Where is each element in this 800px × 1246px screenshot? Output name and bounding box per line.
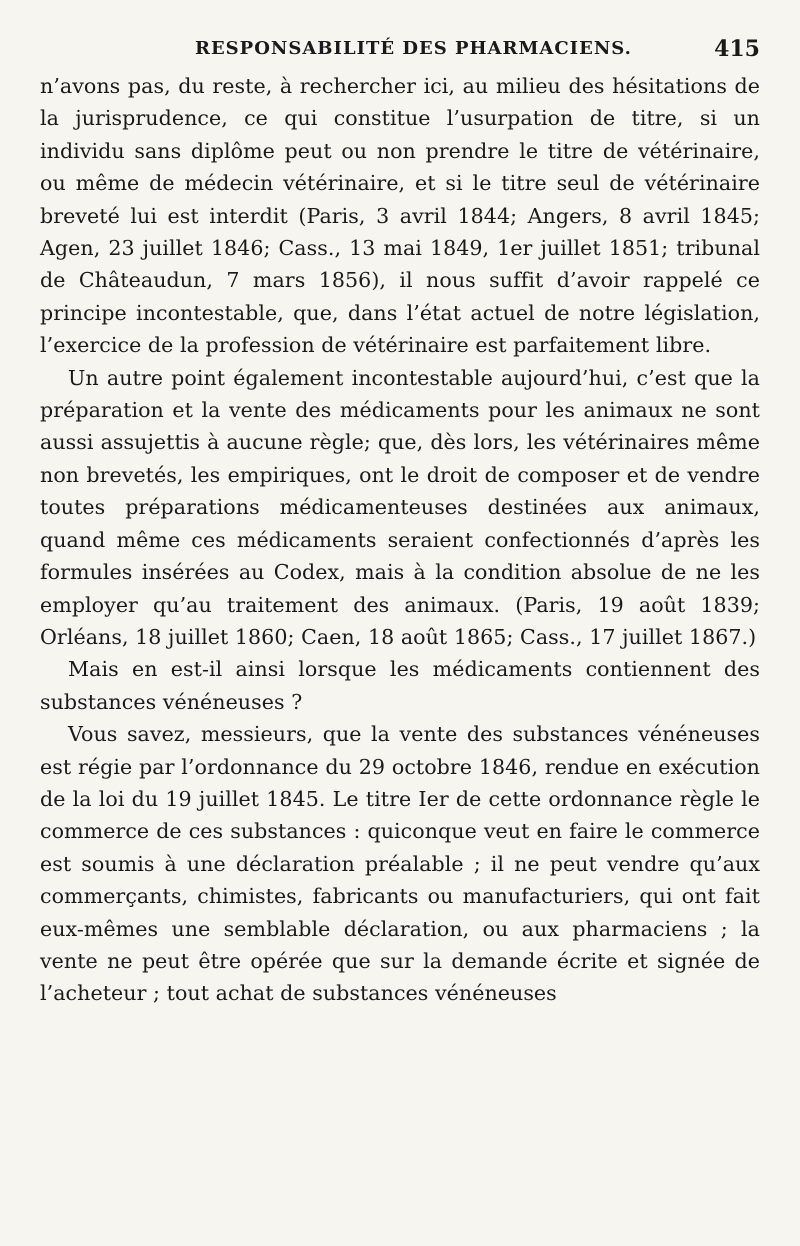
paragraph: Vous savez, messieurs, que la vente des substances vénéneuses est régie par l’ordonnance du 29 octobre 1846, rendue en exécution de la loi du 19 juillet 1845. Le titre Ier de cette ordonnance règle le commerce de ces substances : quiconque veut en faire le commerce est soumis à une déclaration préalable ; il ne peut vendre qu’aux commerçants, chimistes, fabricants ou manufacturiers, qui ont fait eux-mêmes une semblable déclaration, ou aux pharmaciens ; la vente ne peut être opérée que sur la demande écrite et signée de l’acheteur ; tout achat de substances vénéneuses [40, 722, 760, 1006]
paragraph-continued: n’avons pas, du reste, à rechercher ici, au milieu des hésitations de la jurisprudence, ce qui constitue l’usurpation de titre, si un individu sans diplôme peut ou non prendre le titre de vétérinaire, ou même de médecin vétérinaire, et si le titre seul de vétérinaire breveté lui est interdit (Paris, 3 avril 1844; Angers, 8 avril 1845; Agen, 23 juillet 1846; Cass., 13 mai 1849, 1er juillet 1851; tribunal de Châteaudun, 7 mars 1856), il nous suffit d’avoir rappelé ce principe incontestable, que, dans l’état actuel de notre législation, l’exercice de la profession de vétérinaire est parfaitement libre. [40, 74, 760, 358]
paragraph: Mais en est-il ainsi lorsque les médicaments contiennent des substances vénéneuses ? [40, 657, 760, 714]
running-title: RESPONSABILITÉ DES PHARMACIENS. [195, 38, 632, 59]
page-number: 415 [714, 36, 760, 62]
page-header [40, 30, 760, 70]
body-text [40, 70, 760, 1010]
paragraph: Un autre point également incontestable aujourd’hui, c’est que la préparation et la vente des médicaments pour les animaux ne sont aussi assujettis à aucune règle; que, dès lors, les vétérinaires même non brevetés, les empiriques, ont le droit de composer et de vendre toutes préparations médicamenteuses destinées aux animaux, quand même ces médicaments seraient confectionnés d’après les formules insérées au Codex, mais à la condition absolue de ne les employer qu’au traitement des animaux. (Paris, 19 août 1839; Orléans, 18 juillet 1860; Caen, 18 août 1865; Cass., 17 juillet 1867.) [40, 365, 760, 649]
book-page [40, 30, 760, 1220]
